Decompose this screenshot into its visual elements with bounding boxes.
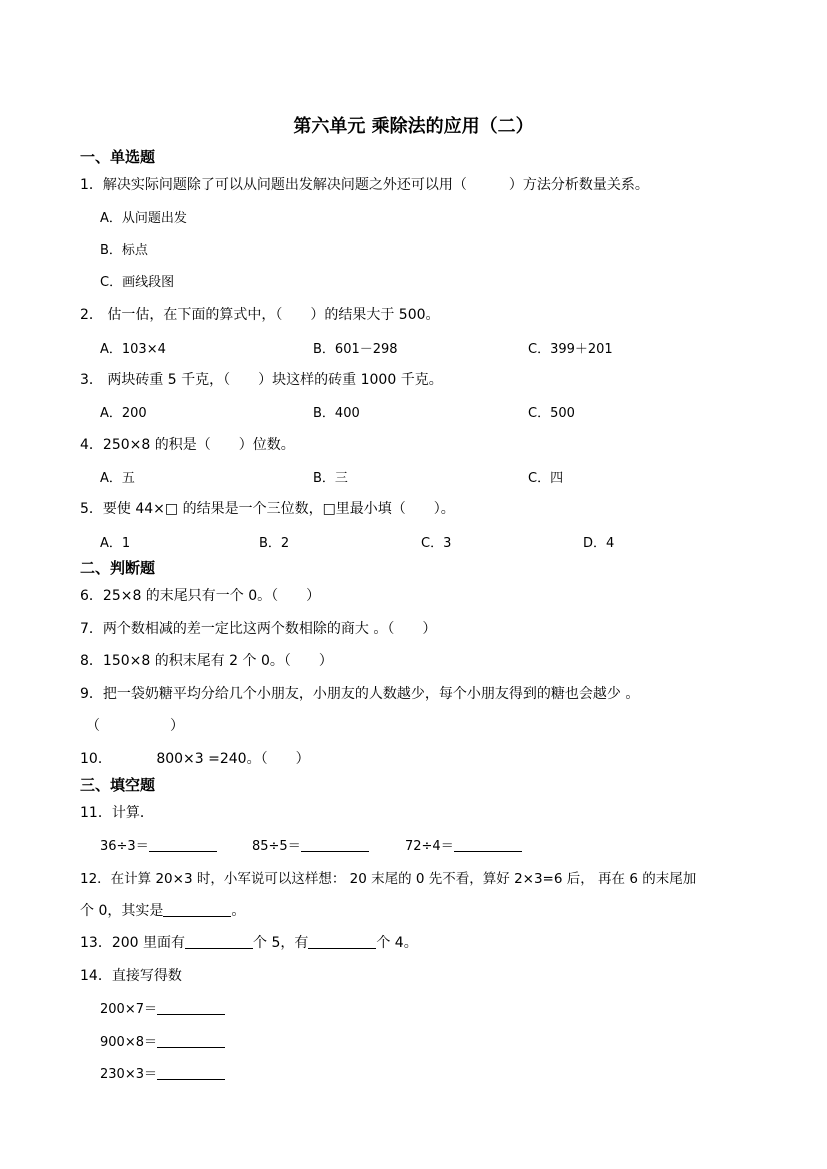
question-14: 14．直接写得数 [80, 968, 182, 984]
q4-option-b: B．三 [313, 471, 348, 486]
q1-option-b: B．标点 [100, 243, 148, 258]
question-6: 6．25×8 的末尾只有一个 0。（ ） [80, 588, 321, 604]
q4-option-c: C．四 [528, 471, 564, 486]
section-heading-single-choice: 一、单选题 [80, 148, 156, 166]
question-3: 3． 两块砖重 5 千克，（ ）块这样的砖重 1000 千克。 [80, 372, 443, 388]
q12-text-a: 个 0，其实是 [80, 903, 164, 919]
q2-option-a: A．103×4 [100, 342, 166, 357]
q1-option-c: C．画线段图 [100, 275, 175, 290]
question-9-answer-bracket: （ ） [86, 718, 184, 734]
q14-item-3-expr: 230×3＝ [100, 1067, 157, 1082]
q2-option-b: B．601－298 [313, 342, 398, 357]
answer-blank[interactable] [185, 934, 253, 949]
answer-blank[interactable] [157, 1000, 225, 1015]
q14-item-2 [100, 1031, 225, 1050]
q3-option-a: A．200 [100, 406, 147, 421]
question-1: 1．解决实际问题除了可以从问题出发解决问题之外还可以用（ ）方法分析数量关系。 [80, 177, 649, 193]
q12-text-b: 。 [231, 903, 246, 919]
q11-item-3-expr: 72÷4＝ [405, 839, 454, 854]
q11-item-2-expr: 85÷5＝ [252, 839, 301, 854]
question-12-line2 [80, 900, 245, 920]
question-5: 5．要使 44×□ 的结果是一个三位数，□里最小填（ ）。 [80, 501, 455, 517]
q13-text-b: 个 5，有 [253, 935, 309, 951]
answer-blank[interactable] [149, 837, 217, 852]
section-heading-true-false: 二、判断题 [80, 559, 156, 577]
question-9: 9．把一袋奶糖平均分给几个小朋友，小朋友的人数越少，每个小朋友得到的糖也会越少 。 [80, 686, 640, 702]
q11-item-2 [252, 835, 369, 854]
q5-option-c: C．3 [421, 536, 452, 551]
q11-item-1-expr: 36÷3＝ [100, 839, 149, 854]
answer-blank[interactable] [157, 1033, 225, 1048]
q14-item-1 [100, 998, 225, 1017]
answer-blank[interactable] [454, 837, 522, 852]
q4-option-a: A．五 [100, 471, 135, 486]
answer-blank[interactable] [157, 1065, 225, 1080]
q5-option-d: D．4 [583, 536, 615, 551]
answer-blank[interactable] [308, 934, 376, 949]
question-7: 7．两个数相减的差一定比这两个数相除的商大 。（ ） [80, 621, 437, 637]
q14-item-3 [100, 1063, 225, 1082]
q3-option-b: B．400 [313, 406, 360, 421]
question-2: 2． 估一估，在下面的算式中，（ ）的结果大于 500。 [80, 307, 440, 323]
q14-item-2-expr: 900×8＝ [100, 1035, 157, 1050]
answer-blank[interactable] [301, 837, 369, 852]
q5-option-b: B．2 [259, 536, 290, 551]
q11-item-3 [405, 835, 522, 854]
q5-option-a: A．1 [100, 536, 131, 551]
page-title: 第六单元 乘除法的应用（二） [293, 116, 534, 137]
question-10: 10． 800×3 =240。（ ） [80, 751, 310, 767]
question-4: 4．250×8 的积是（ ）位数。 [80, 437, 295, 453]
answer-blank[interactable] [163, 902, 231, 917]
question-13 [80, 932, 418, 952]
question-12: 12．在计算 20×3 时，小军说可以这样想： 20 末尾的 0 先不看，算好 2×3=6 后， 再在 6 的末尾加 [80, 871, 697, 887]
q14-item-1-expr: 200×7＝ [100, 1002, 157, 1017]
q2-option-c: C．399＋201 [528, 342, 613, 357]
section-heading-fill-blank: 三、填空题 [80, 776, 156, 794]
question-11: 11．计算． [80, 805, 154, 821]
question-8: 8．150×8 的积末尾有 2 个 0。（ ） [80, 653, 333, 669]
q13-text-c: 个 4。 [376, 935, 418, 951]
q3-option-c: C．500 [528, 406, 575, 421]
q13-text-a: 13．200 里面有 [80, 935, 185, 951]
q1-option-a: A．从问题出发 [100, 211, 187, 226]
q11-item-1 [100, 835, 217, 854]
